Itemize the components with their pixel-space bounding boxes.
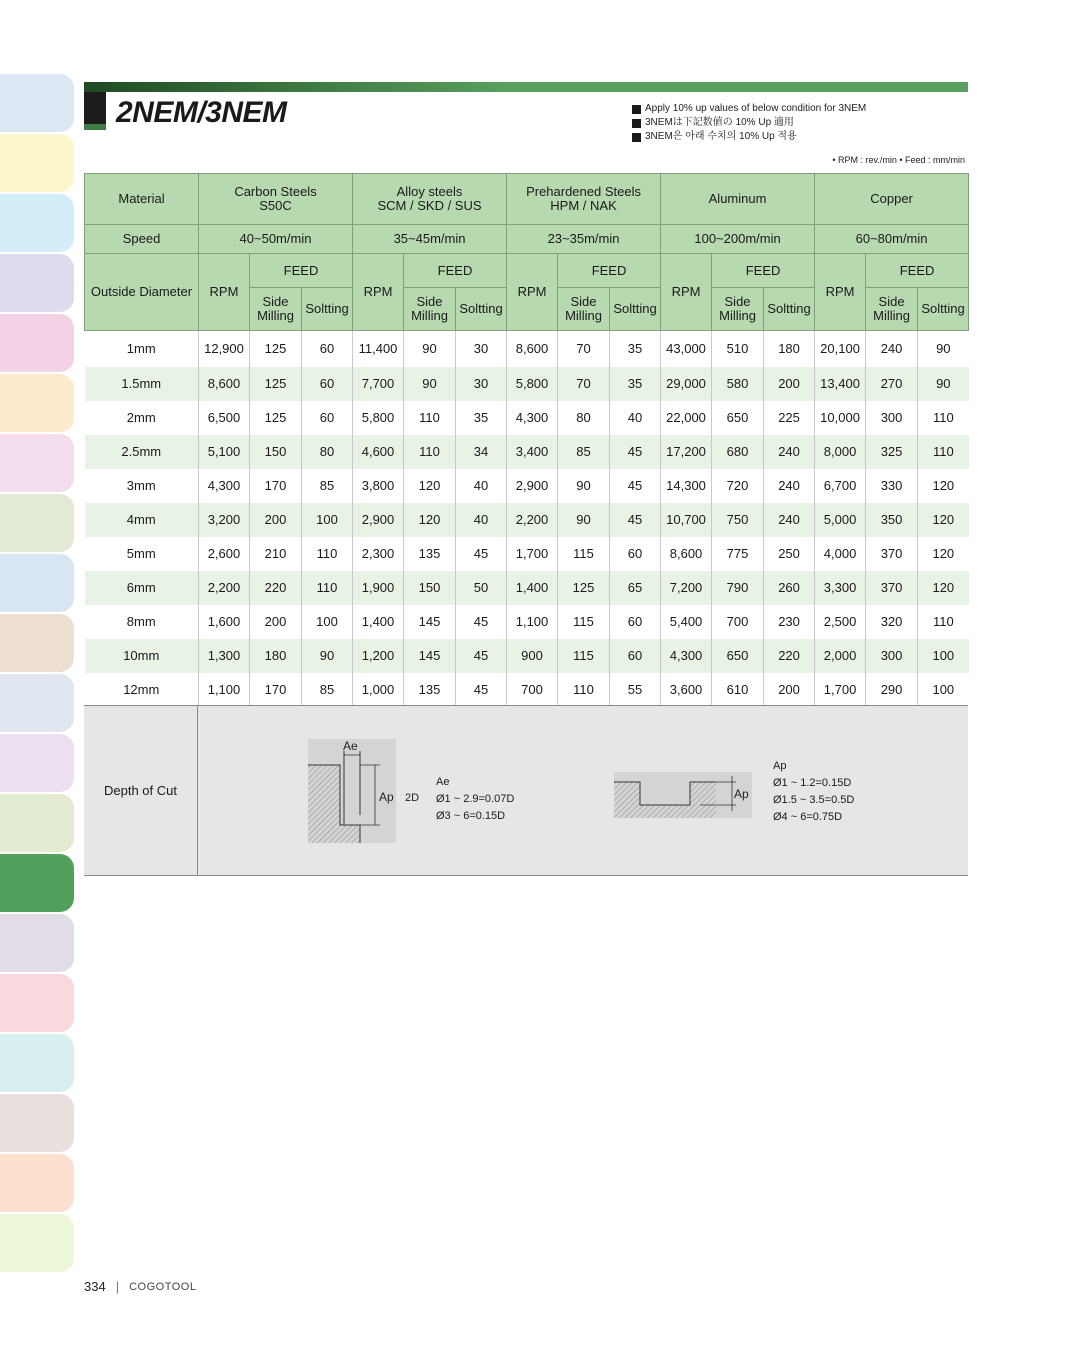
side-milling-diagram xyxy=(308,739,428,849)
value-cell: 3,600 xyxy=(661,673,712,707)
material-grade: SCM / SKD / SUS xyxy=(377,198,482,213)
table-row xyxy=(85,401,969,435)
table-row xyxy=(85,503,969,537)
ae-value-line: Ø1 ~ 2.9=0.07D xyxy=(436,793,515,805)
material-name-cell xyxy=(199,174,353,225)
value-cell: 180 xyxy=(250,639,302,673)
diameter-cell: 5mm xyxy=(85,537,199,571)
value-cell: 34 xyxy=(456,435,507,469)
value-cell: 4,000 xyxy=(815,537,866,571)
value-cell: 22,000 xyxy=(661,401,712,435)
material-header: Material xyxy=(85,174,199,225)
value-cell: 13,400 xyxy=(815,367,866,401)
value-cell: 60 xyxy=(610,605,661,639)
side-tab[interactable] xyxy=(0,194,74,252)
value-cell: 650 xyxy=(712,401,764,435)
value-cell: 230 xyxy=(764,605,815,639)
value-cell: 8,600 xyxy=(199,367,250,401)
speed-value: 100~200m/min xyxy=(661,225,815,254)
value-cell: 180 xyxy=(764,331,815,367)
slotting-header: Soltting xyxy=(764,288,815,331)
value-cell: 350 xyxy=(866,503,918,537)
side-tab[interactable] xyxy=(0,494,74,552)
value-cell: 1,600 xyxy=(199,605,250,639)
value-cell: 12,900 xyxy=(199,331,250,367)
rpm-header: RPM xyxy=(353,254,404,331)
side-milling-header: Side Milling xyxy=(712,288,764,331)
value-cell: 6,700 xyxy=(815,469,866,503)
value-cell: 14,300 xyxy=(661,469,712,503)
value-cell: 290 xyxy=(866,673,918,707)
value-cell: 45 xyxy=(610,503,661,537)
value-cell: 260 xyxy=(764,571,815,605)
side-milling-values xyxy=(436,774,514,825)
diameter-cell: 1.5mm xyxy=(85,367,199,401)
value-cell: 330 xyxy=(866,469,918,503)
speed-value: 40~50m/min xyxy=(199,225,353,254)
value-cell: 210 xyxy=(250,537,302,571)
value-cell: 110 xyxy=(918,401,969,435)
side-milling-header: Side Milling xyxy=(404,288,456,331)
value-cell: 115 xyxy=(558,605,610,639)
ae-value-line: Ø3 ~ 6=0.15D xyxy=(436,810,506,822)
value-cell: 110 xyxy=(302,571,353,605)
value-cell: 370 xyxy=(866,571,918,605)
ap-values-title: Ap xyxy=(773,760,787,772)
value-cell: 8,600 xyxy=(507,331,558,367)
value-cell: 2,600 xyxy=(199,537,250,571)
value-cell: 1,000 xyxy=(353,673,404,707)
value-cell: 270 xyxy=(866,367,918,401)
header-bar-light xyxy=(518,82,968,92)
value-cell: 510 xyxy=(712,331,764,367)
material-name: Prehardened Steels xyxy=(526,184,641,199)
material-grade: HPM / NAK xyxy=(550,198,617,213)
value-cell: 2,900 xyxy=(507,469,558,503)
side-milling-header: Side Milling xyxy=(866,288,918,331)
material-name-cell xyxy=(507,174,661,225)
value-cell: 7,700 xyxy=(353,367,404,401)
value-cell: 100 xyxy=(918,673,969,707)
value-cell: 240 xyxy=(764,469,815,503)
table-row xyxy=(85,639,969,673)
table-body xyxy=(85,331,969,707)
value-cell: 145 xyxy=(404,639,456,673)
ap-value-line: Ø1 ~ 1.2=0.15D xyxy=(773,777,852,789)
value-cell: 55 xyxy=(610,673,661,707)
value-cell: 135 xyxy=(404,537,456,571)
slotting-diagram xyxy=(614,772,754,822)
value-cell: 110 xyxy=(404,401,456,435)
value-cell: 90 xyxy=(918,367,969,401)
note-line xyxy=(632,116,866,130)
side-tab[interactable] xyxy=(0,854,74,912)
value-cell: 8,600 xyxy=(661,537,712,571)
slotting-values xyxy=(773,758,854,826)
ap-label: Ap xyxy=(379,790,394,804)
side-milling-header: Side Milling xyxy=(250,288,302,331)
value-cell: 85 xyxy=(302,469,353,503)
value-cell: 1,900 xyxy=(353,571,404,605)
side-tab[interactable] xyxy=(0,914,74,972)
value-cell: 90 xyxy=(558,503,610,537)
value-cell: 145 xyxy=(404,605,456,639)
value-cell: 60 xyxy=(302,401,353,435)
value-cell: 240 xyxy=(866,331,918,367)
page-title: 2NEM/3NEM xyxy=(116,96,287,129)
value-cell: 17,200 xyxy=(661,435,712,469)
bullet-square-icon xyxy=(632,133,641,142)
value-cell: 1,400 xyxy=(353,605,404,639)
value-cell: 1,400 xyxy=(507,571,558,605)
value-cell: 300 xyxy=(866,639,918,673)
value-cell: 135 xyxy=(404,673,456,707)
rpm-header: RPM xyxy=(661,254,712,331)
material-grade: S50C xyxy=(259,198,292,213)
value-cell: 5,800 xyxy=(353,401,404,435)
value-cell: 125 xyxy=(558,571,610,605)
value-cell: 120 xyxy=(918,537,969,571)
value-cell: 170 xyxy=(250,469,302,503)
material-name: Carbon Steels xyxy=(234,184,317,199)
value-cell: 80 xyxy=(302,435,353,469)
speed-value: 60~80m/min xyxy=(815,225,969,254)
value-cell: 5,000 xyxy=(815,503,866,537)
value-cell: 7,200 xyxy=(661,571,712,605)
value-cell: 10,700 xyxy=(661,503,712,537)
diameter-cell: 6mm xyxy=(85,571,199,605)
page-footer xyxy=(84,1279,196,1294)
value-cell: 650 xyxy=(712,639,764,673)
value-cell: 240 xyxy=(764,503,815,537)
value-cell: 1,300 xyxy=(199,639,250,673)
value-cell: 125 xyxy=(250,401,302,435)
value-cell: 300 xyxy=(866,401,918,435)
units-note: • RPM : rev./min • Feed : mm/min xyxy=(832,155,965,165)
value-cell: 200 xyxy=(764,673,815,707)
value-cell: 60 xyxy=(302,331,353,367)
value-cell: 200 xyxy=(764,367,815,401)
value-cell: 3,200 xyxy=(199,503,250,537)
side-tab[interactable] xyxy=(0,134,74,192)
ap-value: 2D xyxy=(405,792,420,804)
header-bar-dark xyxy=(84,82,518,92)
diameter-cell: 8mm xyxy=(85,605,199,639)
value-cell: 325 xyxy=(866,435,918,469)
side-tab-strip xyxy=(0,74,74,1274)
ae-label: Ae xyxy=(343,739,358,753)
value-cell: 90 xyxy=(302,639,353,673)
slot-ap-label: Ap xyxy=(734,787,749,801)
value-cell: 4,300 xyxy=(199,469,250,503)
value-cell: 30 xyxy=(456,367,507,401)
value-cell: 40 xyxy=(456,469,507,503)
value-cell: 775 xyxy=(712,537,764,571)
value-cell: 1,700 xyxy=(507,537,558,571)
table-row xyxy=(85,469,969,503)
rpm-header: RPM xyxy=(507,254,558,331)
value-cell: 110 xyxy=(404,435,456,469)
ae-values-title: Ae xyxy=(436,776,450,788)
material-name: Alloy steels xyxy=(396,184,463,199)
side-tab[interactable] xyxy=(0,554,74,612)
value-cell: 1,700 xyxy=(815,673,866,707)
feed-header: FEED xyxy=(712,254,815,288)
speed-value: 35~45m/min xyxy=(353,225,507,254)
value-cell: 320 xyxy=(866,605,918,639)
note-text: Apply 10% up values of below condition for 3NEM xyxy=(645,103,867,114)
material-name: Aluminum xyxy=(708,191,767,206)
material-name-cell xyxy=(661,174,815,225)
value-cell: 85 xyxy=(558,435,610,469)
value-cell: 6,500 xyxy=(199,401,250,435)
side-tab[interactable] xyxy=(0,1214,74,1272)
value-cell: 80 xyxy=(558,401,610,435)
value-cell: 90 xyxy=(404,331,456,367)
bullet-square-icon xyxy=(632,119,641,128)
diameter-cell: 10mm xyxy=(85,639,199,673)
value-cell: 700 xyxy=(712,605,764,639)
side-tab[interactable] xyxy=(0,254,74,312)
note-text: 3NEMは下記数値の 10% Up 適用 xyxy=(645,117,794,128)
side-tab[interactable] xyxy=(0,974,74,1032)
value-cell: 115 xyxy=(558,537,610,571)
value-cell: 120 xyxy=(918,469,969,503)
value-cell: 45 xyxy=(456,605,507,639)
side-milling-header: Side Milling xyxy=(558,288,610,331)
note-line xyxy=(632,130,866,144)
slotting-header: Soltting xyxy=(302,288,353,331)
value-cell: 60 xyxy=(302,367,353,401)
material-name: Copper xyxy=(870,191,913,206)
value-cell: 370 xyxy=(866,537,918,571)
rpm-header: RPM xyxy=(815,254,866,331)
value-cell: 120 xyxy=(918,571,969,605)
value-cell: 43,000 xyxy=(661,331,712,367)
value-cell: 220 xyxy=(250,571,302,605)
material-name-cell xyxy=(815,174,969,225)
value-cell: 40 xyxy=(456,503,507,537)
side-tab[interactable] xyxy=(0,614,74,672)
value-cell: 250 xyxy=(764,537,815,571)
value-cell: 40 xyxy=(610,401,661,435)
material-name-cell xyxy=(353,174,507,225)
brand-name: COGOTOOL xyxy=(129,1280,197,1293)
value-cell: 35 xyxy=(610,331,661,367)
value-cell: 120 xyxy=(918,503,969,537)
value-cell: 170 xyxy=(250,673,302,707)
side-tab[interactable] xyxy=(0,1094,74,1152)
value-cell: 2,200 xyxy=(199,571,250,605)
value-cell: 60 xyxy=(610,639,661,673)
value-cell: 70 xyxy=(558,331,610,367)
diameter-header: Outside Diameter xyxy=(85,254,199,331)
table-row xyxy=(85,331,969,367)
value-cell: 150 xyxy=(250,435,302,469)
side-tab[interactable] xyxy=(0,74,74,132)
notes xyxy=(632,102,866,144)
side-tab[interactable] xyxy=(0,674,74,732)
value-cell: 225 xyxy=(764,401,815,435)
feed-header: FEED xyxy=(558,254,661,288)
value-cell: 200 xyxy=(250,605,302,639)
slotting-header: Soltting xyxy=(610,288,661,331)
value-cell: 3,800 xyxy=(353,469,404,503)
value-cell: 110 xyxy=(558,673,610,707)
feed-header: FEED xyxy=(250,254,353,288)
value-cell: 2,000 xyxy=(815,639,866,673)
value-cell: 200 xyxy=(250,503,302,537)
diameter-cell: 12mm xyxy=(85,673,199,707)
value-cell: 10,000 xyxy=(815,401,866,435)
value-cell: 100 xyxy=(302,503,353,537)
value-cell: 750 xyxy=(712,503,764,537)
value-cell: 3,400 xyxy=(507,435,558,469)
header-marker-accent xyxy=(84,124,106,130)
page-number: 334 xyxy=(84,1279,106,1294)
value-cell: 2,500 xyxy=(815,605,866,639)
note-text: 3NEM은 아래 수치의 10% Up 적용 xyxy=(645,131,797,142)
side-tab[interactable] xyxy=(0,434,74,492)
footer-separator: | xyxy=(115,1279,120,1294)
table-row xyxy=(85,571,969,605)
value-cell: 100 xyxy=(302,605,353,639)
value-cell: 220 xyxy=(764,639,815,673)
note-line xyxy=(632,102,866,116)
value-cell: 90 xyxy=(918,331,969,367)
side-tab[interactable] xyxy=(0,1034,74,1092)
value-cell: 1,200 xyxy=(353,639,404,673)
table-row xyxy=(85,605,969,639)
value-cell: 2,900 xyxy=(353,503,404,537)
value-cell: 700 xyxy=(507,673,558,707)
feed-header: FEED xyxy=(866,254,969,288)
cutting-conditions-table xyxy=(84,173,969,707)
value-cell: 110 xyxy=(918,435,969,469)
value-cell: 60 xyxy=(610,537,661,571)
table-row xyxy=(85,435,969,469)
value-cell: 1,100 xyxy=(507,605,558,639)
value-cell: 110 xyxy=(918,605,969,639)
value-cell: 790 xyxy=(712,571,764,605)
side-tab[interactable] xyxy=(0,734,74,792)
value-cell: 4,300 xyxy=(661,639,712,673)
value-cell: 2,200 xyxy=(507,503,558,537)
value-cell: 100 xyxy=(918,639,969,673)
value-cell: 35 xyxy=(610,367,661,401)
side-tab[interactable] xyxy=(0,374,74,432)
value-cell: 90 xyxy=(558,469,610,503)
value-cell: 2,300 xyxy=(353,537,404,571)
ap-value-line: Ø1.5 ~ 3.5=0.5D xyxy=(773,794,855,806)
value-cell: 120 xyxy=(404,469,456,503)
value-cell: 125 xyxy=(250,331,302,367)
value-cell: 150 xyxy=(404,571,456,605)
diameter-cell: 3mm xyxy=(85,469,199,503)
table-header xyxy=(85,174,969,331)
value-cell: 115 xyxy=(558,639,610,673)
value-cell: 120 xyxy=(404,503,456,537)
value-cell: 5,400 xyxy=(661,605,712,639)
value-cell: 3,300 xyxy=(815,571,866,605)
value-cell: 45 xyxy=(610,435,661,469)
value-cell: 1,100 xyxy=(199,673,250,707)
diameter-cell: 1mm xyxy=(85,331,199,367)
value-cell: 90 xyxy=(404,367,456,401)
side-tab[interactable] xyxy=(0,794,74,852)
depth-of-cut-label: Depth of Cut xyxy=(84,706,198,875)
bullet-square-icon xyxy=(632,105,641,114)
value-cell: 65 xyxy=(610,571,661,605)
ap-value-line: Ø4 ~ 6=0.75D xyxy=(773,811,843,823)
value-cell: 680 xyxy=(712,435,764,469)
value-cell: 720 xyxy=(712,469,764,503)
diameter-cell: 4mm xyxy=(85,503,199,537)
side-tab[interactable] xyxy=(0,1154,74,1212)
speed-value: 23~35m/min xyxy=(507,225,661,254)
depth-of-cut-section xyxy=(84,705,968,876)
value-cell: 8,000 xyxy=(815,435,866,469)
slotting-header: Soltting xyxy=(918,288,969,331)
speed-header: Speed xyxy=(85,225,199,254)
value-cell: 70 xyxy=(558,367,610,401)
value-cell: 580 xyxy=(712,367,764,401)
diameter-cell: 2.5mm xyxy=(85,435,199,469)
value-cell: 29,000 xyxy=(661,367,712,401)
diameter-cell: 2mm xyxy=(85,401,199,435)
value-cell: 110 xyxy=(302,537,353,571)
value-cell: 4,600 xyxy=(353,435,404,469)
value-cell: 85 xyxy=(302,673,353,707)
table-row xyxy=(85,367,969,401)
value-cell: 900 xyxy=(507,639,558,673)
slotting-header: Soltting xyxy=(456,288,507,331)
rpm-header: RPM xyxy=(199,254,250,331)
value-cell: 11,400 xyxy=(353,331,404,367)
value-cell: 240 xyxy=(764,435,815,469)
value-cell: 20,100 xyxy=(815,331,866,367)
value-cell: 5,800 xyxy=(507,367,558,401)
value-cell: 45 xyxy=(456,673,507,707)
value-cell: 610 xyxy=(712,673,764,707)
value-cell: 45 xyxy=(456,639,507,673)
value-cell: 45 xyxy=(456,537,507,571)
feed-header: FEED xyxy=(404,254,507,288)
value-cell: 30 xyxy=(456,331,507,367)
table-row xyxy=(85,537,969,571)
value-cell: 125 xyxy=(250,367,302,401)
value-cell: 45 xyxy=(610,469,661,503)
value-cell: 35 xyxy=(456,401,507,435)
table-row xyxy=(85,673,969,707)
value-cell: 50 xyxy=(456,571,507,605)
value-cell: 5,100 xyxy=(199,435,250,469)
value-cell: 4,300 xyxy=(507,401,558,435)
side-tab[interactable] xyxy=(0,314,74,372)
